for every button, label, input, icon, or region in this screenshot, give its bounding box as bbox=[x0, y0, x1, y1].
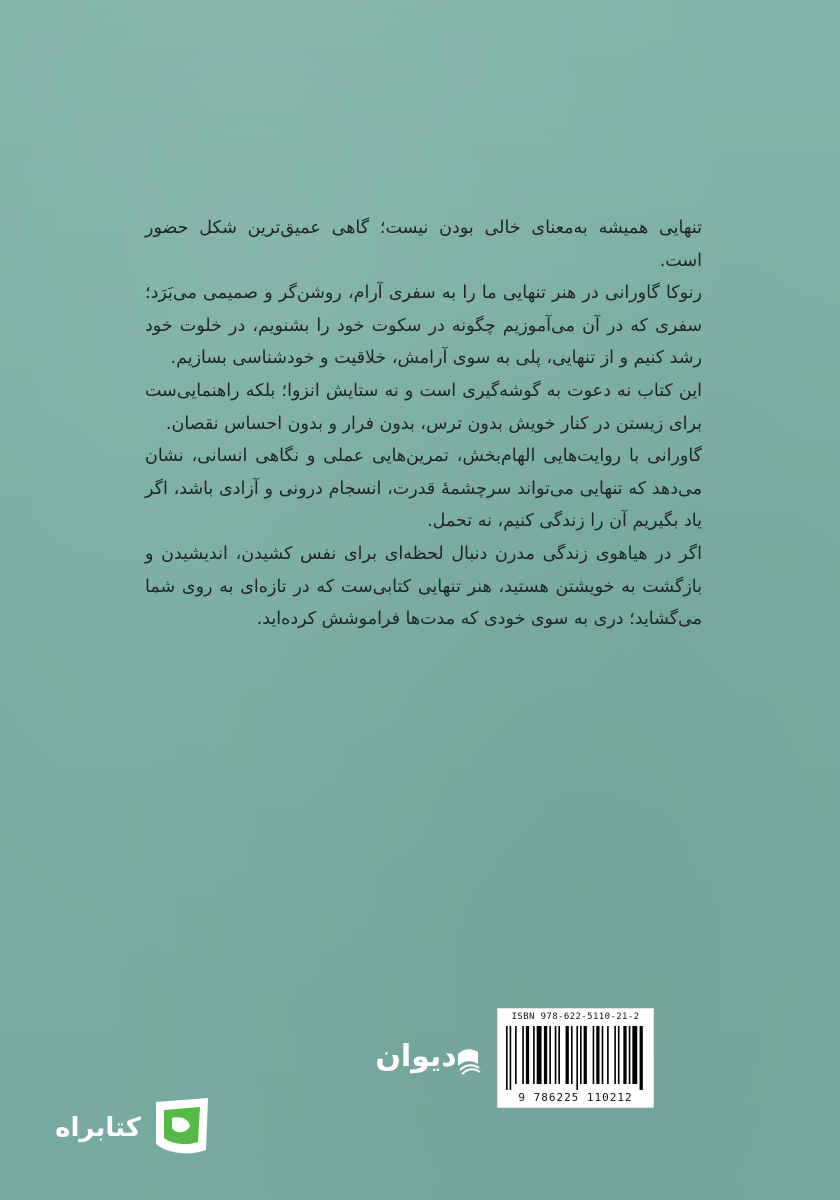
blurb-paragraph-3: این کتاب نه دعوت به گوشه‌گیری است و نه ستایش انزوا؛ بلکه راهنمایی‌ست برای زیستن در کنار خویش بدون ترس، بدون فرار و بدون احساس نقصان. bbox=[145, 380, 702, 434]
isbn-barcode bbox=[497, 1008, 654, 1108]
store-logo-text: کتابراه bbox=[55, 1113, 141, 1143]
blurb-paragraph-4: گاورانی با روایت‌هایی الهام‌بخش، تمرین‌هایی عملی و نگاهی انسانی، نشان می‌دهد که تنهایی می‌تواند سرچشمهٔ قدرت، انسجام درونی و آزادی باشد، اگر یاد بگیریم آن را زندگی کنیم، نه تحمل. bbox=[145, 446, 702, 532]
isbn-number: ISBN 978-622-5110-21-2 bbox=[511, 1012, 640, 1022]
bookmark-leaf-icon bbox=[156, 1098, 208, 1153]
blurb-paragraph-1: تنهایی همیشه به‌معنای خالی بودن نیست؛ گاهی عمیق‌ترین شکل حضور است. bbox=[145, 218, 702, 271]
ean-digits: 9 786225 110212 bbox=[518, 1091, 633, 1104]
publisher-logo bbox=[360, 1030, 484, 1078]
barcode-bars-icon bbox=[506, 1026, 645, 1090]
store-logo-graphic bbox=[40, 1092, 212, 1160]
open-book-icon bbox=[458, 1049, 480, 1074]
blurb-paragraph-2: رنوکا گاورانی در هنر تنهایی ما را به سفری آرام، روشن‌گر و صمیمی می‌بَرَد؛ سفری که در آن می‌آموزیم چگونه در سکوت خود را بشنویم، در خلوت خود رشد کنیم و از تنهایی، پلی به سوی آرامش، خلاقیت و خودشناسی بسازیم. bbox=[145, 283, 702, 369]
blurb-paragraph-5: اگر در هیاهوی زندگی مدرن دنبال لحظه‌ای برای نفس کشیدن، اندیشیدن و بازگشت به خویشتن هستید، هنر تنهایی کتابی‌ست که در تازه‌ای به روی شما می‌گشاید؛ دری به سوی خودی که مدت‌ها فراموشش کرده‌اید. bbox=[145, 543, 702, 630]
store-logo bbox=[40, 1092, 212, 1160]
publisher-logo-text: دیوان bbox=[375, 1039, 457, 1074]
publisher-logo-graphic bbox=[360, 1030, 484, 1078]
back-cover-blurb bbox=[145, 212, 702, 636]
